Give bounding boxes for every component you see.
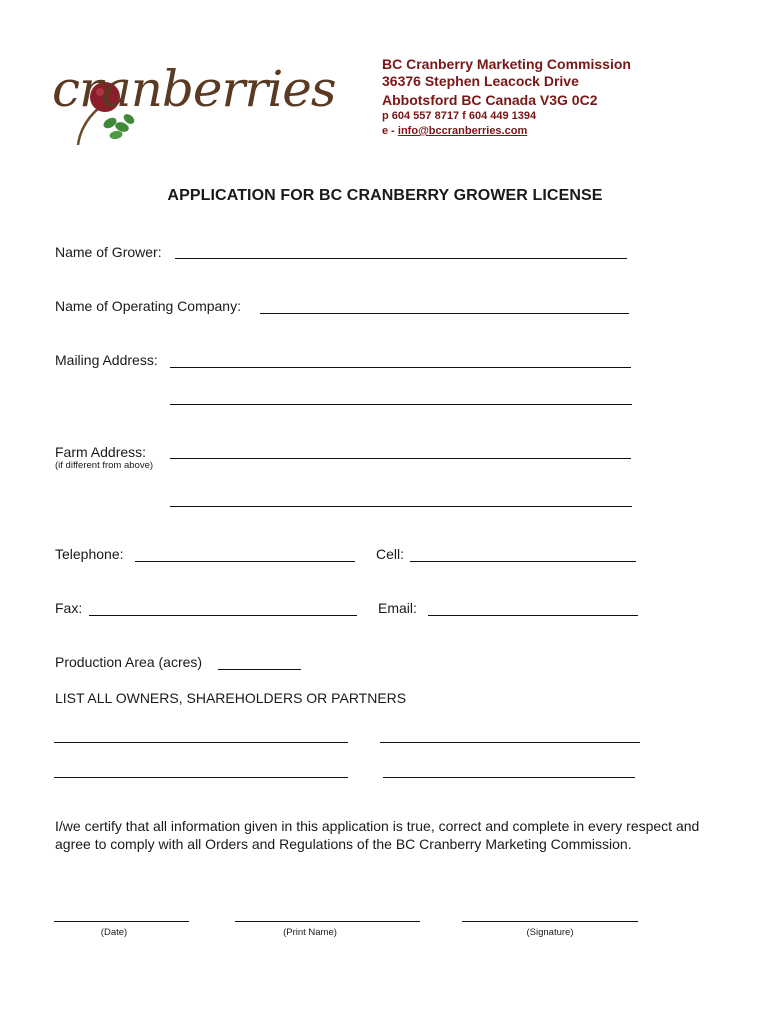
owners-label: LIST ALL OWNERS, SHAREHOLDERS OR PARTNERS: [55, 690, 407, 706]
signature-field[interactable]: [462, 921, 638, 922]
telephone-label: Telephone:: [55, 546, 124, 562]
email-label: Email:: [378, 600, 417, 616]
mailing-label: Mailing Address:: [55, 352, 158, 368]
farm-note: (if different from above): [55, 460, 154, 471]
cell-field[interactable]: [410, 561, 636, 562]
date-field[interactable]: [54, 921, 189, 922]
grower-label: Name of Grower:: [55, 244, 162, 260]
farm-field-1[interactable]: [170, 458, 631, 459]
email-link[interactable]: info@bccranberries.com: [397, 125, 528, 137]
print-name-caption: (Print Name): [283, 927, 337, 938]
company-field[interactable]: [260, 313, 629, 314]
email-field[interactable]: [428, 615, 638, 616]
farm-label: Farm Address:: [55, 444, 147, 460]
print-name-field[interactable]: [235, 921, 420, 922]
production-field[interactable]: [218, 669, 301, 670]
logo-wordmark: cranberries: [52, 60, 336, 118]
telephone-field[interactable]: [135, 561, 355, 562]
date-caption: (Date): [100, 927, 128, 938]
email-prefix: e -: [382, 125, 398, 137]
address-line-2: Abbotsford BC Canada V3G 0C2: [382, 92, 598, 108]
form-title: APPLICATION FOR BC CRANBERRY GROWER LICENSE: [167, 187, 603, 204]
phone-fax-line: p 604 557 8717 f 604 449 1394: [382, 110, 537, 122]
fax-field[interactable]: [89, 615, 357, 616]
fax-label: Fax:: [55, 600, 83, 616]
org-name: BC Cranberry Marketing Commission: [382, 56, 631, 72]
production-label: Production Area (acres): [55, 654, 203, 670]
owner-field-1[interactable]: [54, 742, 348, 743]
email-line: [382, 124, 527, 138]
owner-field-3[interactable]: [54, 777, 348, 778]
company-label: Name of Operating Company:: [55, 298, 241, 314]
cell-label: Cell:: [376, 546, 405, 562]
owner-field-2[interactable]: [380, 742, 640, 743]
cranberries-logo: [50, 55, 336, 150]
mailing-field-1[interactable]: [170, 367, 631, 368]
owner-field-4[interactable]: [383, 777, 635, 778]
farm-field-2[interactable]: [170, 506, 632, 507]
mailing-field-2[interactable]: [170, 404, 632, 405]
address-line-1: 36376 Stephen Leacock Drive: [382, 73, 579, 89]
grower-field[interactable]: [175, 258, 627, 259]
signature-caption: (Signature): [526, 927, 574, 938]
certification-statement: I/we certify that all information given in this application is true, correct and complete in every respect and agree to comply with all Orders and Regulations of the BC Cranberry Marketing Commission.: [55, 818, 700, 852]
